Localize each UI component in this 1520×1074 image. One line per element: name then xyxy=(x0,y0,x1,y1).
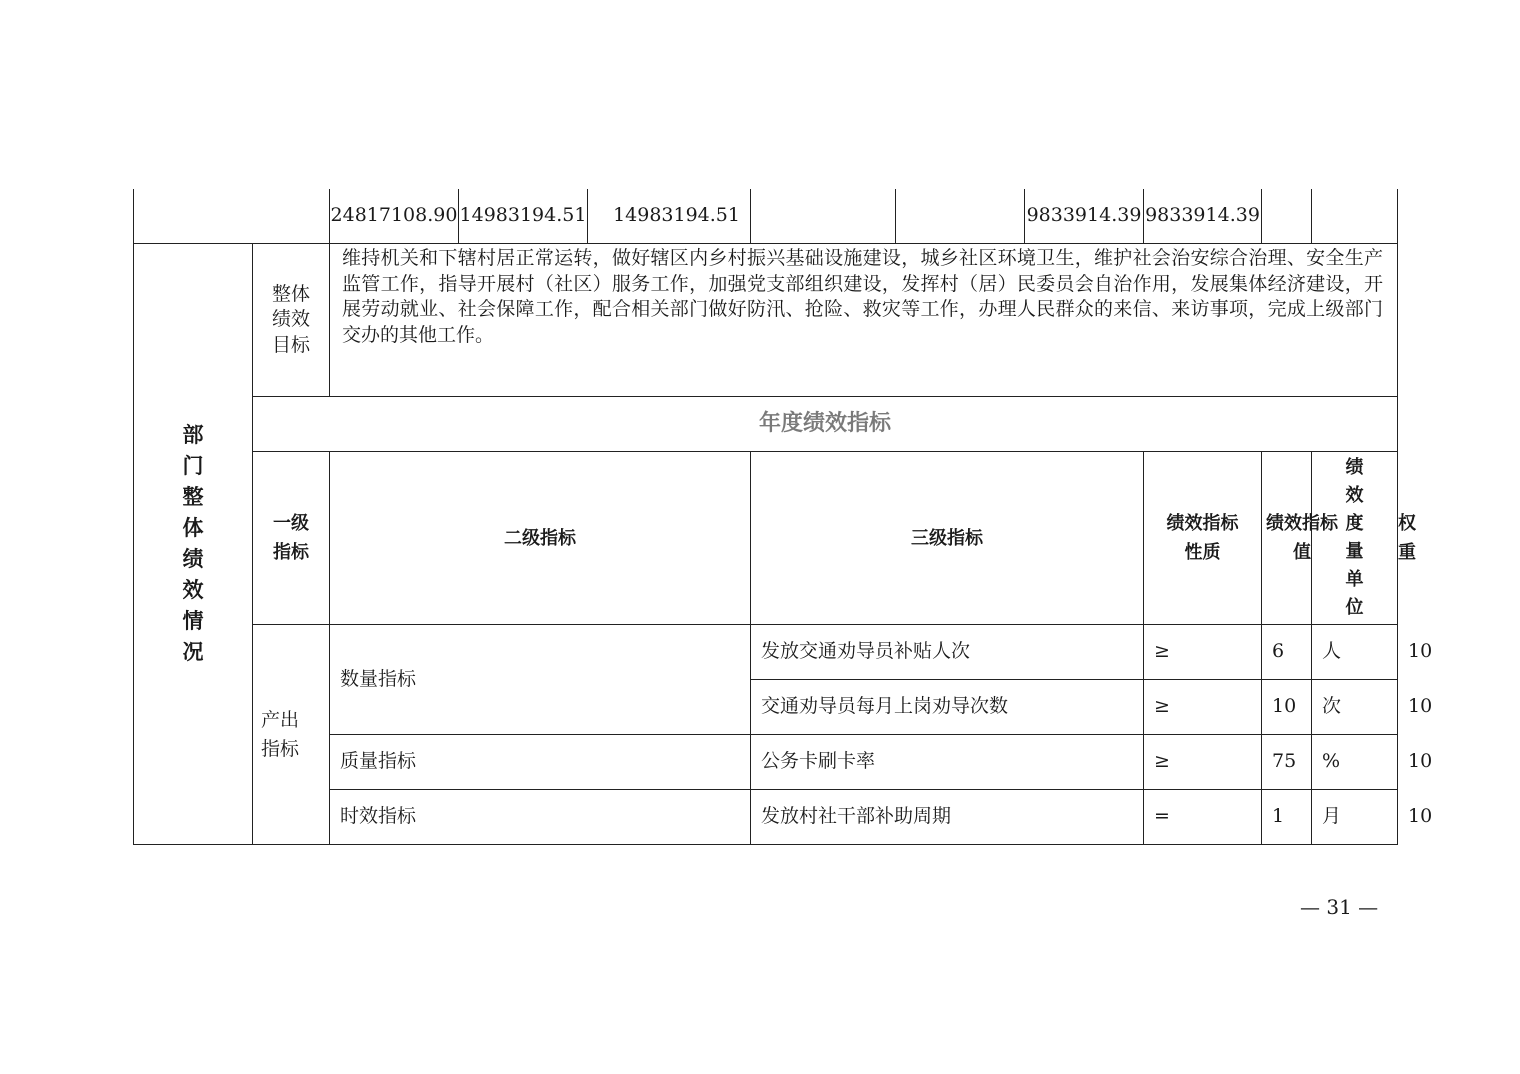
amount-cell: 24817108.90 xyxy=(330,189,459,244)
amount-empty-cell xyxy=(751,189,896,244)
unit-cell: 人 xyxy=(1312,625,1398,680)
nature-cell: = xyxy=(1144,790,1262,845)
amount-cell: 9833914.39 xyxy=(1144,189,1262,244)
amount-cell: 14983194.51 xyxy=(588,189,751,244)
goal-label-cell xyxy=(253,244,330,397)
section-title-cell xyxy=(134,244,253,845)
nature-cell: ≥ xyxy=(1144,735,1262,790)
nature-cell: ≥ xyxy=(1144,680,1262,735)
goal-row xyxy=(134,244,1398,397)
amount-empty-cell xyxy=(1312,189,1398,244)
unit-cell: 次 xyxy=(1312,680,1398,735)
level3-cell: 发放村社干部补助周期 xyxy=(751,790,1144,845)
level3-cell: 交通劝导员每月上岗劝导次数 xyxy=(751,680,1144,735)
amount-empty-cell xyxy=(134,189,330,244)
annual-indicators-title: 年度绩效指标 xyxy=(253,397,1398,452)
level3-cell: 公务卡刷卡率 xyxy=(751,735,1144,790)
level1-label: 产出指标 xyxy=(261,708,300,760)
header-value: 绩效指标值 xyxy=(1262,452,1312,625)
unit-cell: 月 xyxy=(1312,790,1398,845)
header-unit: 绩效度量单位 xyxy=(1312,452,1398,625)
amount-row xyxy=(134,189,1398,244)
value-cell: 10 xyxy=(1262,680,1312,735)
table-row: 时效指标 发放村社干部补助周期 = 1 月 10 xyxy=(134,790,1398,845)
table-row: 交通劝导员每月上岗劝导次数 ≥ 10 次 10 xyxy=(134,680,1398,735)
header-level2: 二级指标 xyxy=(330,452,751,625)
header-nature: 绩效指标性质 xyxy=(1144,452,1262,625)
header-level3: 三级指标 xyxy=(751,452,1144,625)
level2-cell: 时效指标 xyxy=(330,790,751,845)
amount-empty-cell xyxy=(896,189,1025,244)
amount-cell: 14983194.51 xyxy=(459,189,588,244)
level2-cell: 数量指标 xyxy=(330,625,751,735)
value-cell: 6 xyxy=(1262,625,1312,680)
amount-empty-cell xyxy=(1262,189,1312,244)
level3-cell: 发放交通劝导员补贴人次 xyxy=(751,625,1144,680)
header-row: 一级指标 二级指标 三级指标 绩效指标性质 绩效指标值 绩效度量单位 权重 xyxy=(134,452,1398,625)
unit-cell: % xyxy=(1312,735,1398,790)
page-number: — 31 — xyxy=(1300,895,1379,919)
header-level1: 一级指标 xyxy=(253,452,330,625)
annual-title-row xyxy=(134,397,1398,452)
performance-table xyxy=(133,189,1433,845)
goal-text: 维持机关和下辖村居正常运转，做好辖区内乡村振兴基础设施建设，城乡社区环境卫生，维护社会治安综合治理、安全生产监管工作，指导开展村（社区）服务工作，加强党支部组织建设，发挥村（居）民委员会自治作用，发展集体经济建设，开展劳动就业、社会保障工作，配合相关部门做好防汛、抢险、救灾等工作，办理人民群众的来信、来访事项，完成上级部门交办的其他工作。 xyxy=(330,244,1398,397)
goal-label: 整体绩效目标 xyxy=(271,282,310,356)
table-row: 质量指标 公务卡刷卡率 ≥ 75 % 10 xyxy=(134,735,1398,790)
level1-cell xyxy=(253,625,330,845)
section-title: 部门整体绩效情况 xyxy=(182,423,204,664)
nature-cell: ≥ xyxy=(1144,625,1262,680)
table-row: 产出指标 数量指标 发放交通劝导员补贴人次 ≥ 6 人 10 xyxy=(134,625,1398,680)
amount-cell: 9833914.39 xyxy=(1025,189,1144,244)
value-cell: 1 xyxy=(1262,790,1312,845)
value-cell: 75 xyxy=(1262,735,1312,790)
level2-cell: 质量指标 xyxy=(330,735,751,790)
